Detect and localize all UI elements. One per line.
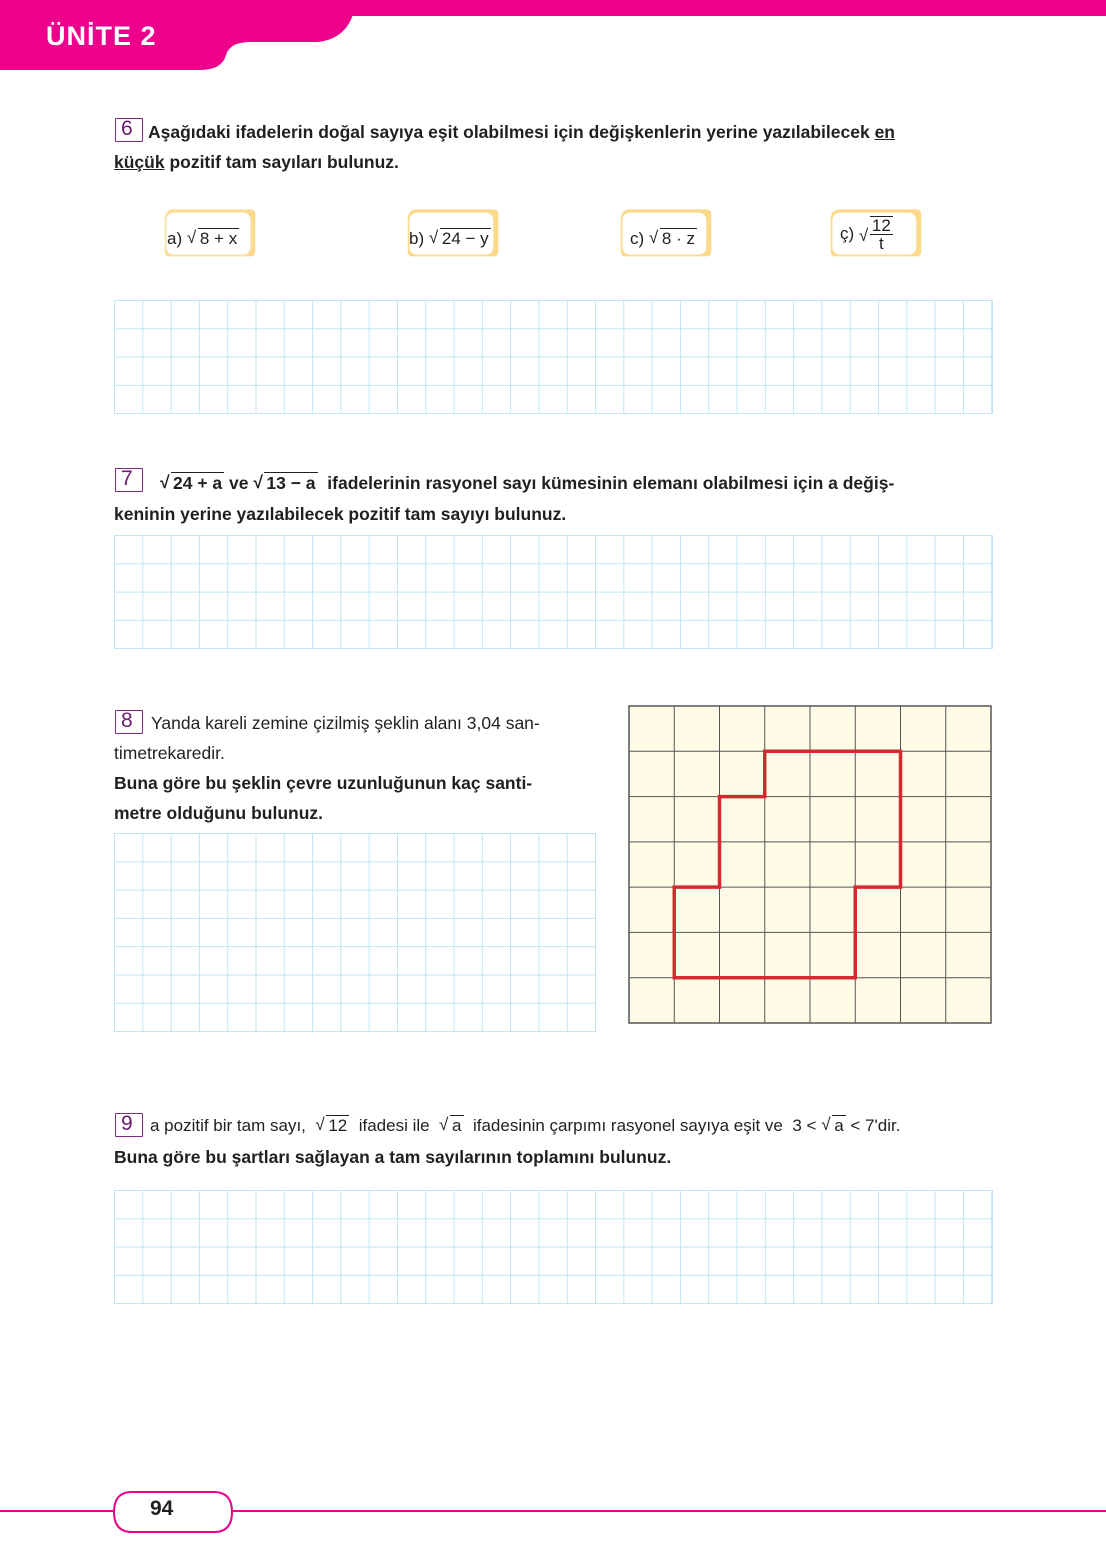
option-b-label: b) [409,229,425,248]
question-8-text-line1: Yanda kareli zemine çizilmiş şeklin alanı 3,04 san- [151,713,540,733]
question-7-text-line1: √ 24 + a ve √ 13 − a ifadelerinin rasyonel sayı kümesinin elemanı olabilmesi için a değiş- [160,468,1000,498]
answer-grid-q7[interactable] [114,535,993,649]
question-9-text-line1: a pozitif bir tam sayı, √ 12 ifadesi ile √ a ifadesinin çarpımı rasyonel sayıya eşit ve 3 < √ a < 7'dir. [150,1111,1000,1141]
q9-radical-a: √ a [439,1115,462,1135]
q7-radical-1: √ 24 + a [160,472,223,493]
option-cedilla-label: ç) [840,224,855,243]
option-cedilla-radical: √ $\frac{12}{t}$ [858,216,891,253]
shape-grid-figure [628,705,993,1025]
page-number: 94 [150,1497,174,1520]
option-card-b [401,206,505,263]
unit-title: ÜNİTE 2 [46,21,157,51]
question-6-text-line1: Aşağıdaki ifadelerin doğal sayıya eşit olabilmesi için değişkenlerin yerine yazılabilecek en [148,122,896,142]
question-9-number: 9 [115,1113,143,1137]
option-b-radical: √ 24 − y [428,228,489,248]
option-card-a [158,206,262,263]
question-8-number: 8 [115,710,143,734]
question-6-number: 6 [115,118,143,142]
answer-grid-q8[interactable] [114,833,596,1032]
option-a-radical: √ 8 + x [186,228,238,248]
option-a-label: a) [167,229,183,248]
q9-radical-ineq: √ a [821,1115,844,1135]
answer-grid-q9[interactable] [114,1190,993,1304]
question-8-text-line3: Buna göre bu şeklin çevre uzunluğunun kaç santi- [114,773,533,793]
q7-radical-2: √ 13 − a [253,472,316,493]
question-7-number: 7 [115,468,143,492]
question-9-text-line2: Buna göre bu şartları sağlayan a tam sayılarının toplamını bulunuz. [114,1147,672,1167]
option-c-label: c) [630,229,645,248]
option-card-cedilla [824,206,928,263]
question-8-text-line4: metre olduğunu bulunuz. [114,803,324,823]
q9-radical-12: √ 12 [315,1115,348,1135]
question-7-text-line2: keninin yerine yazılabilecek pozitif tam sayıyı bulunuz. [114,504,567,524]
question-6-text-line2: küçük pozitif tam sayıları bulunuz. [114,152,399,172]
question-8-text-line2: timetrekaredir. [114,743,225,763]
option-card-c [614,206,718,263]
answer-grid-q6[interactable] [114,300,993,414]
option-c-radical: √ 8 · z [648,228,695,248]
